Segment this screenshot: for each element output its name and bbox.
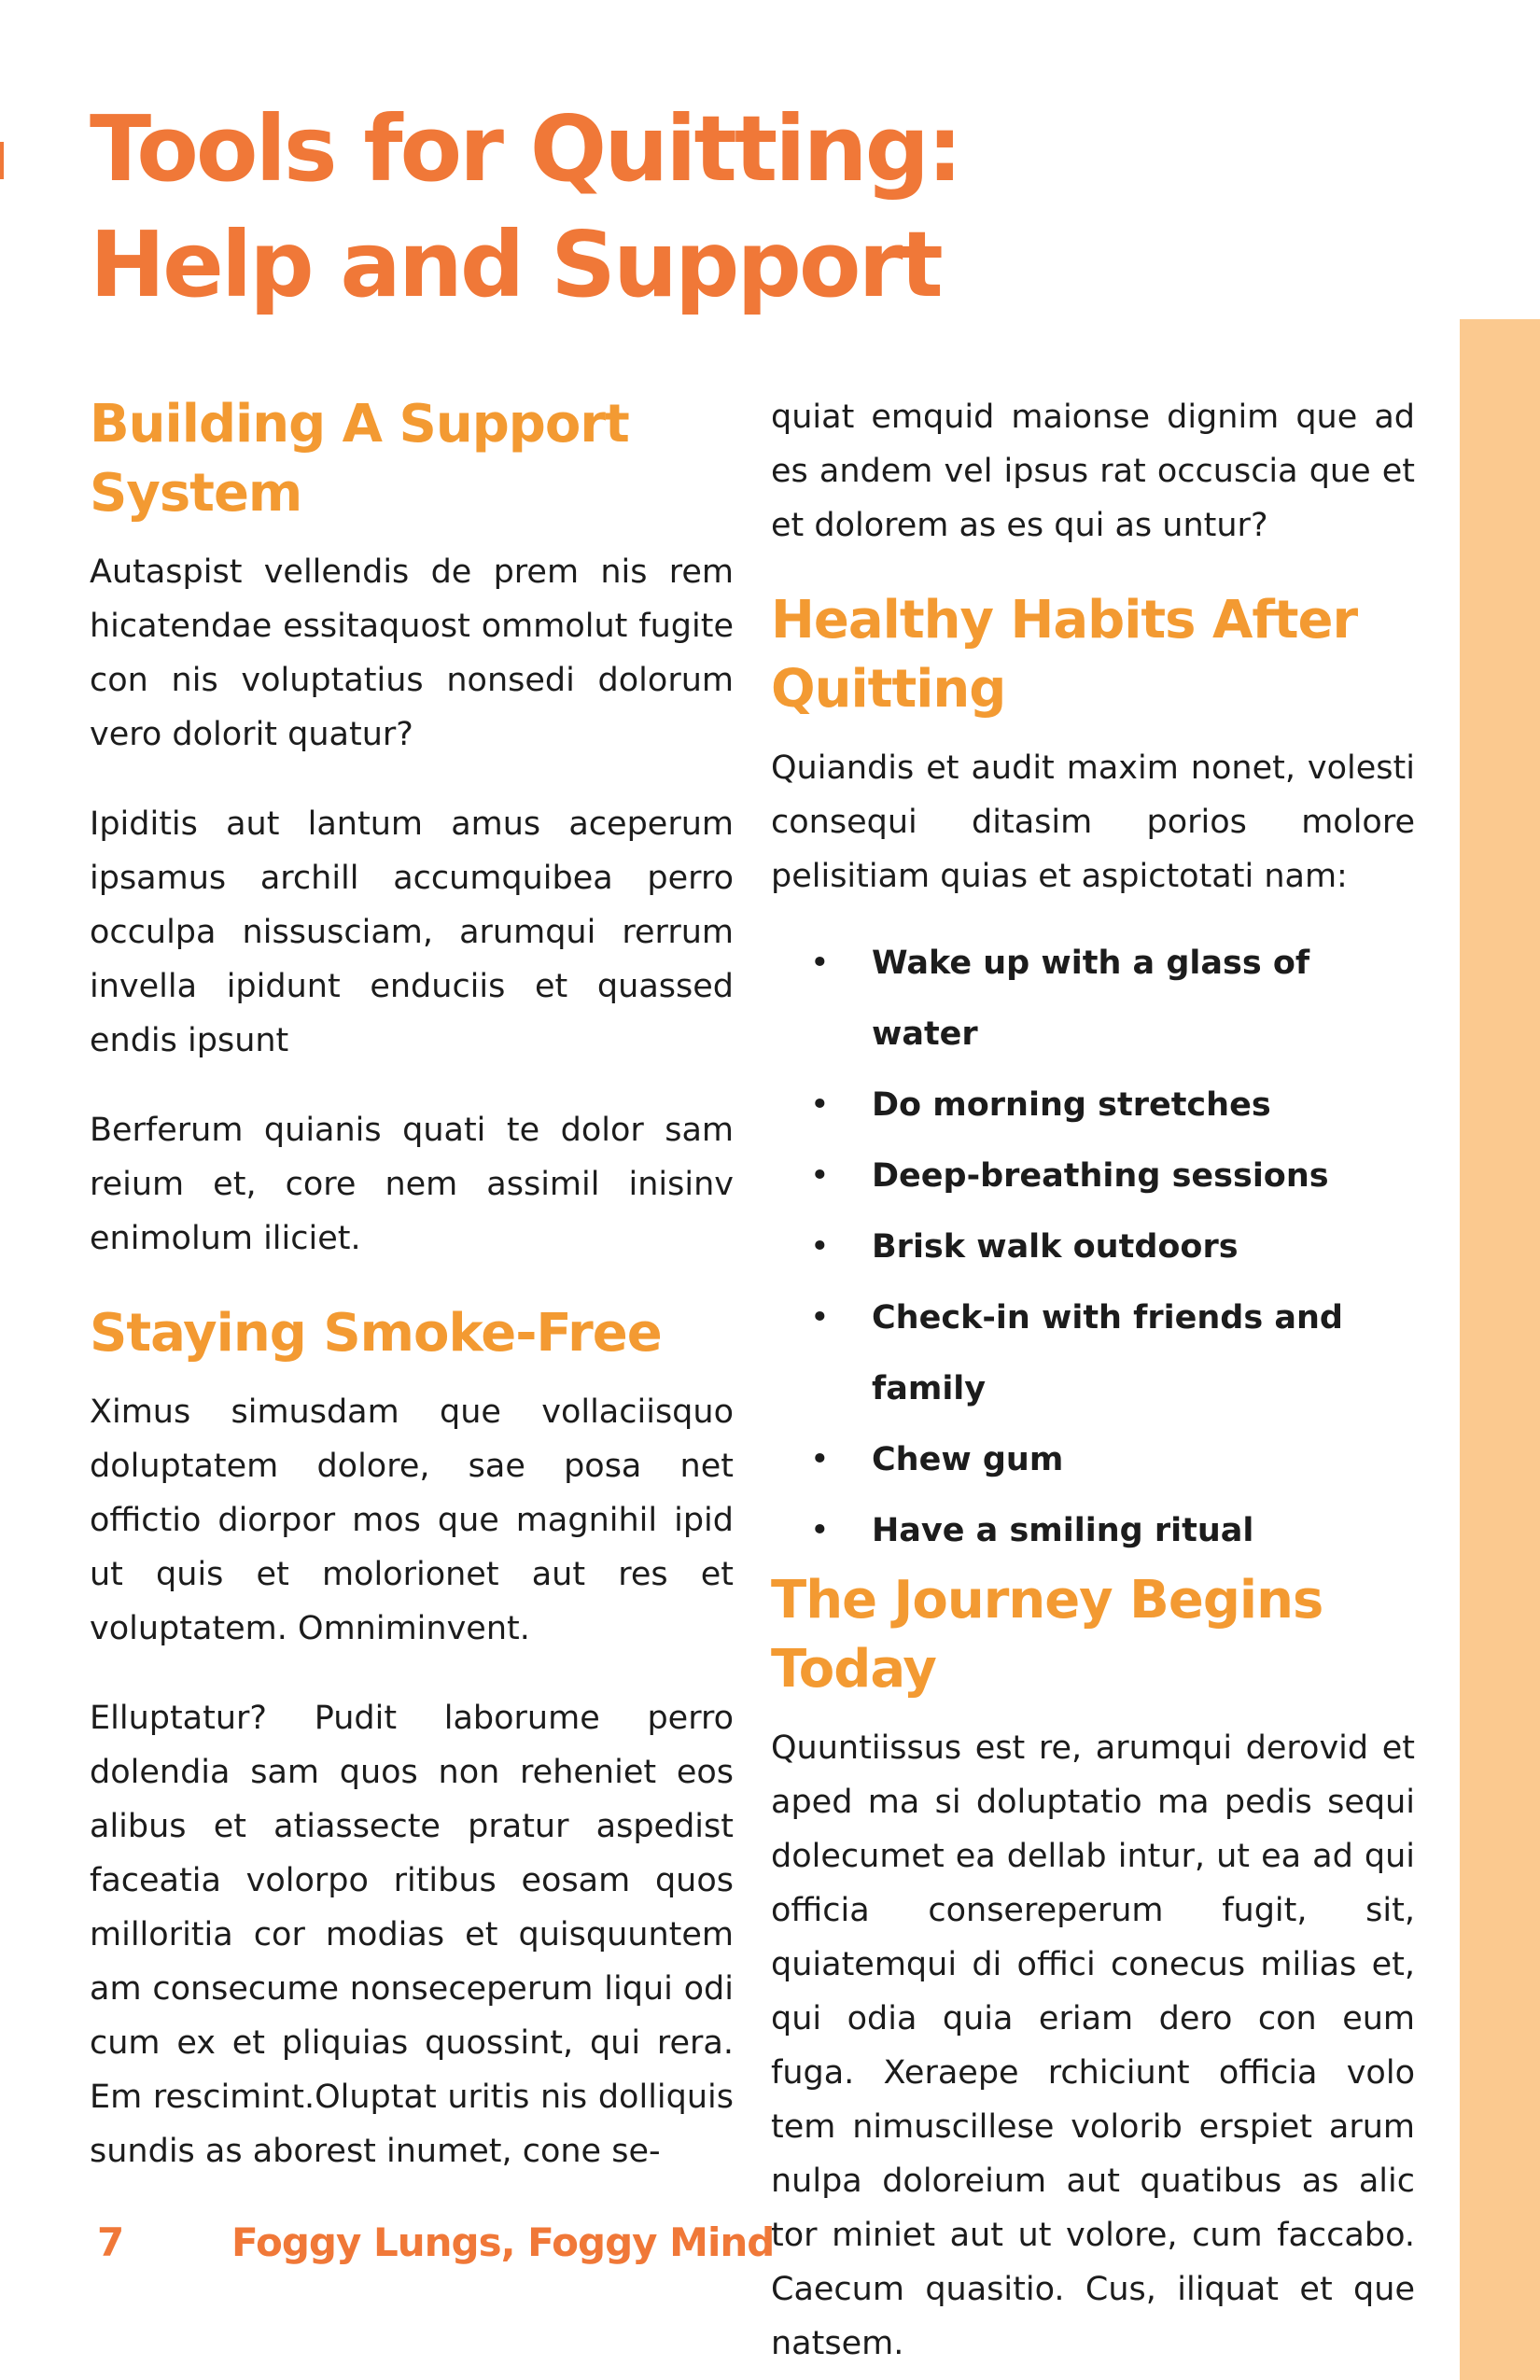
list-item xyxy=(771,928,1415,1070)
list-item xyxy=(771,1282,1415,1424)
habit-text: Brisk walk outdoors xyxy=(872,1228,1239,1266)
page-title xyxy=(90,91,1303,323)
support-system-heading xyxy=(90,390,734,528)
bullet-icon: • xyxy=(810,1512,830,1549)
bullet-icon: • xyxy=(810,1157,830,1195)
smoke-free-paragraph-1: Ximus simusdam que vollaciisquo doluptatem dolore, sae posa net offictio diorpor mos que magnihil ipid ut quis et molorionet aut res et voluptatem. Omniminvent. xyxy=(90,1393,734,1647)
running-title: Foggy Lungs, Foggy Mind xyxy=(231,2219,775,2265)
bullet-icon: • xyxy=(810,1086,830,1124)
support-paragraph-3: Berferum quianis quati te dolor sam reium et, core nem assimil inisinv enimolum iliciet. xyxy=(90,1112,734,1257)
page-number: 7 xyxy=(97,2219,125,2265)
bullet-icon: • xyxy=(810,945,830,982)
list-item xyxy=(771,1070,1415,1141)
smoke-free-paragraph-2: Elluptatur? Pudit laborume perro dolendia sam quos non reheniet eos alibus et atiassecte pratur aspedist faceatia volorpo ritibus eosam quos milloritia cor modias et quisquuntem am consecume nonseceperum liqui odi cum ex et pliquias quossint, qui rera. Em rescimint.Oluptat uritis nis dolliquis sundis as aborest inumet, cone se- xyxy=(90,1700,734,2170)
list-item xyxy=(771,1424,1415,1495)
continued-paragraph: quiat emquid maionse dignim que ad es andem vel ipsus rat occuscia que et et dolorem as es qui as untur? xyxy=(771,399,1415,544)
journey-heading-line-2: Today xyxy=(771,1639,936,1700)
habits-list xyxy=(771,928,1415,1566)
healthy-habits-heading xyxy=(771,586,1415,724)
bullet-icon: • xyxy=(810,1228,830,1266)
support-paragraph-2: Ipiditis aut lantum amus aceperum ipsamus archill accumquibea perro occulpa nissusciam, arumqui rerrum invella ipidunt enduciis et quassed endis ipsunt xyxy=(90,805,734,1059)
support-paragraph-1: Autaspist vellendis de prem nis rem hicatendae essitaquost ommolut fugite con nis voluptatius nonsedi dolorum vero dolorit quatur? xyxy=(90,553,734,753)
support-heading-line-1: Building A Support xyxy=(90,394,629,455)
habits-intro-paragraph: Quiandis et audit maxim nonet, volesti consequi ditasim porios molore pelisitiam quias et aspictotati nam: xyxy=(771,749,1415,895)
left-column xyxy=(90,390,734,2178)
habit-text: Wake up with a glass of water xyxy=(872,945,1310,1053)
journey-heading xyxy=(771,1566,1415,1704)
page-title-line-2: Help and Support xyxy=(90,212,941,317)
habits-heading-line-2: Quitting xyxy=(771,659,1006,720)
bullet-icon: • xyxy=(810,1299,830,1337)
list-item xyxy=(771,1495,1415,1566)
smoke-free-heading: Staying Smoke-Free xyxy=(90,1303,662,1364)
habit-text: Have a smiling ritual xyxy=(872,1512,1254,1549)
journey-heading-line-1: The Journey Begins xyxy=(771,1570,1323,1631)
bullet-icon: • xyxy=(810,1441,830,1478)
habit-text: Do morning stretches xyxy=(872,1086,1271,1124)
habit-text: Deep-breathing sessions xyxy=(872,1157,1329,1195)
list-item xyxy=(771,1211,1415,1282)
decorative-side-bar xyxy=(1460,319,1540,2380)
right-column xyxy=(771,390,1415,2371)
habit-text: Chew gum xyxy=(872,1441,1064,1478)
page-edge-mark xyxy=(0,142,4,179)
page-footer xyxy=(0,2219,840,2285)
page-title-line-1: Tools for Quitting: xyxy=(90,96,960,202)
habits-heading-line-1: Healthy Habits After xyxy=(771,590,1358,651)
habit-text: Check-in with friends and family xyxy=(872,1299,1343,1407)
journey-paragraph: Quuntiissus est re, arumqui derovid et aped ma si doluptatio ma pedis sequi dolecumet ea dellab intur, ut ea ad qui officia consereperum fugit, sit, quiatemqui di offici conecus milias et, qui odia quia eriam dero con eum fuga. Xeraepe rchiciunt officia volo tem nimuscillese volorib erspiet arum nulpa doloreium aut quatibus as alic tor miniet aut ut volore, cum faccabo. Caecum quasitio. Cus, iliquat et que natsem. xyxy=(771,1729,1415,2362)
support-heading-line-2: System xyxy=(90,463,302,524)
list-item xyxy=(771,1141,1415,1211)
